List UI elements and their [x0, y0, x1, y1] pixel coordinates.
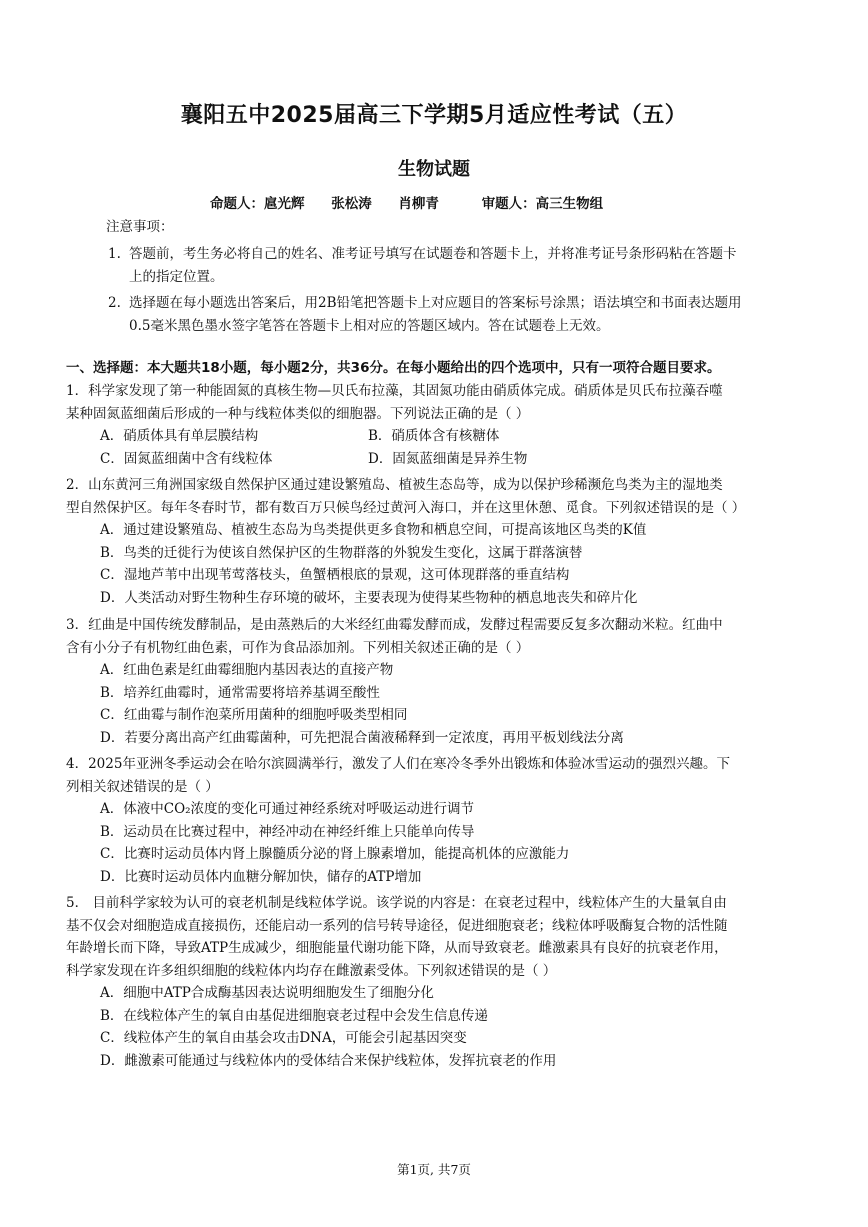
page-footer: 第1页, 共7页	[397, 1162, 471, 1177]
option-c: C．线粒体产生的氧自由基会攻击DNA，可能会引起基因突变	[100, 1030, 467, 1046]
option-a: A．通过建设繁殖岛、植被生态岛为鸟类提供更多食物和栖息空间，可提高该地区鸟类的K值	[100, 522, 647, 538]
option-b: B．培养红曲霉时，通常需要将培养基调至酸性	[100, 684, 380, 701]
option-d: D．若要分离出高产红曲霉菌种，可先把混合菌液稀释到一定浓度，再用平板划线法分离	[100, 729, 624, 746]
question-stem-line: 型自然保护区。每年冬春时节，都有数百万只候鸟经过黄河入海口，并在这里休憩、觅食。下列叙述错误的是（ ）	[66, 499, 746, 516]
option-b: B．硝质体含有核糖体	[368, 428, 500, 444]
option-a: A．细胞中ATP合成酶基因表达说明细胞发生了细胞分化	[100, 985, 434, 1001]
question-stem-line: 1．科学家发现了第一种能固氮的真核生物—贝氏布拉藻，其固氮功能由硝质体完成。硝质体是贝氏布拉藻吞噬	[66, 383, 723, 399]
note-item	[108, 243, 798, 288]
option-c: C．固氮蓝细菌中含有线粒体	[100, 450, 273, 467]
reviewer: 审题人：高三生物组	[481, 196, 604, 212]
subject-title: 生物试题	[398, 159, 470, 180]
option-c: C．红曲霉与制作泡菜所用菌种的细胞呼吸类型相同	[100, 707, 408, 723]
question-stem-line: 年龄增长而下降，导致ATP生成减少，细胞能量代谢功能下降，从而导致衰老。雌激素具有良好的抗衰老作用，	[66, 940, 728, 956]
note-item	[108, 292, 798, 337]
question	[66, 753, 804, 888]
section-heading: 一、选择题：本大题共18小题，每小题2分，共36分。在每小题给出的四个选项中，只有一项符合题目要求。	[66, 360, 721, 376]
note-line: 0.5毫米黑色墨水签字笔答在答题卡上相对应的答题区域内。答在试题卷上无效。	[129, 317, 610, 334]
note-number: 2.	[108, 295, 121, 311]
question-stem-line: 4．2025年亚洲冬季运动会在哈尔滨圆满举行，激发了人们在寒冷冬季外出锻炼和体验冰雪运动的强烈兴趣。下	[66, 756, 730, 772]
question-stem-line: 3．红曲是中国传统发酵制品，是由蒸熟后的大米经红曲霉发酵而成，发酵过程需要反复多次翻动米粒。红曲中	[66, 617, 723, 633]
option-c: C．湿地芦苇中出现苇莺落枝头，鱼蟹栖根底的景观，这可体现群落的垂直结构	[100, 567, 570, 583]
exam-title: 襄阳五中2025届高三下学期5月适应性考试（五）	[180, 103, 688, 128]
option-b: B．鸟类的迁徙行为使该自然保护区的生物群落的外貌发生变化，这属于群落演替	[100, 544, 583, 561]
question-stem-line: 基不仅会对细胞造成直接损伤，还能启动一系列的信号转导途径，促进细胞衰老；线粒体呼吸酶复合物的活性随	[66, 917, 728, 934]
authors-line	[210, 192, 603, 212]
question	[66, 380, 804, 470]
option-d: D．固氮蓝细菌是异养生物	[368, 450, 528, 467]
notes-heading: 注意事项：	[106, 219, 174, 235]
note-number: 1.	[108, 246, 121, 262]
note-line: 选择题在每小题选出答案后，用2B铅笔把答题卡上对应题目的答案标号涂黑；语法填空和书面表达题用	[129, 295, 742, 311]
option-row	[66, 425, 804, 448]
option-d: D．人类活动对野生物种生存环境的破坏，主要表现为使得某些物种的栖息地丧失和碎片化	[100, 589, 638, 606]
question-stem-line: 2．山东黄河三角洲国家级自然保护区通过建设繁殖岛、植被生态岛等，成为以保护珍稀濒危鸟类为主的湿地类	[66, 477, 723, 493]
option-row	[66, 448, 804, 471]
question	[66, 614, 804, 749]
question	[66, 474, 804, 609]
question	[66, 892, 804, 1072]
author-1: 命题人：扈光辉	[210, 196, 305, 212]
author-3: 肖柳青	[398, 196, 439, 212]
question-stem-line: 某种固氮蓝细菌后形成的一种与线粒体类似的细胞器。下列说法正确的是（ ）	[66, 405, 530, 422]
question-stem-line: 科学家发现在许多组织细胞的线粒体内均存在雌激素受体。下列叙述错误的是（ ）	[66, 962, 557, 979]
note-line: 答题前，考生务必将自己的姓名、准考证号填写在试题卷和答题卡上，并将准考证号条形码粘在答题卡	[129, 246, 737, 262]
option-b: B．运动员在比赛过程中，神经冲动在神经纤维上只能单向传导	[100, 823, 475, 840]
option-a: A．体液中CO₂浓度的变化可通过神经系统对呼吸运动进行调节	[100, 801, 475, 817]
note-line: 上的指定位置。	[129, 268, 224, 285]
option-a: A．红曲色素是红曲霉细胞内基因表达的直接产物	[100, 662, 394, 678]
option-b: B．在线粒体产生的氧自由基促进细胞衰老过程中会发生信息传递	[100, 1007, 488, 1024]
option-c: C．比赛时运动员体内肾上腺髓质分泌的肾上腺素增加，能提高机体的应激能力	[100, 846, 570, 862]
author-2: 张松涛	[331, 196, 372, 212]
question-stem-line: 5． 目前科学家较为认可的衰老机制是线粒体学说。该学说的内容是：在衰老过程中，线粒体产生的大量氧自由	[66, 895, 727, 911]
option-a: A．硝质体具有单层膜结构	[100, 428, 259, 444]
option-d: D．雌激素可能通过与线粒体内的受体结合来保护线粒体，发挥抗衰老的作用	[100, 1052, 557, 1069]
question-stem-line: 含有小分子有机物红曲色素，可作为食品添加剂。下列相关叙述正确的是（ ）	[66, 639, 530, 656]
option-d: D．比赛时运动员体内血糖分解加快，储存的ATP增加	[100, 868, 422, 885]
question-stem-line: 列相关叙述错误的是（ ）	[66, 778, 219, 795]
